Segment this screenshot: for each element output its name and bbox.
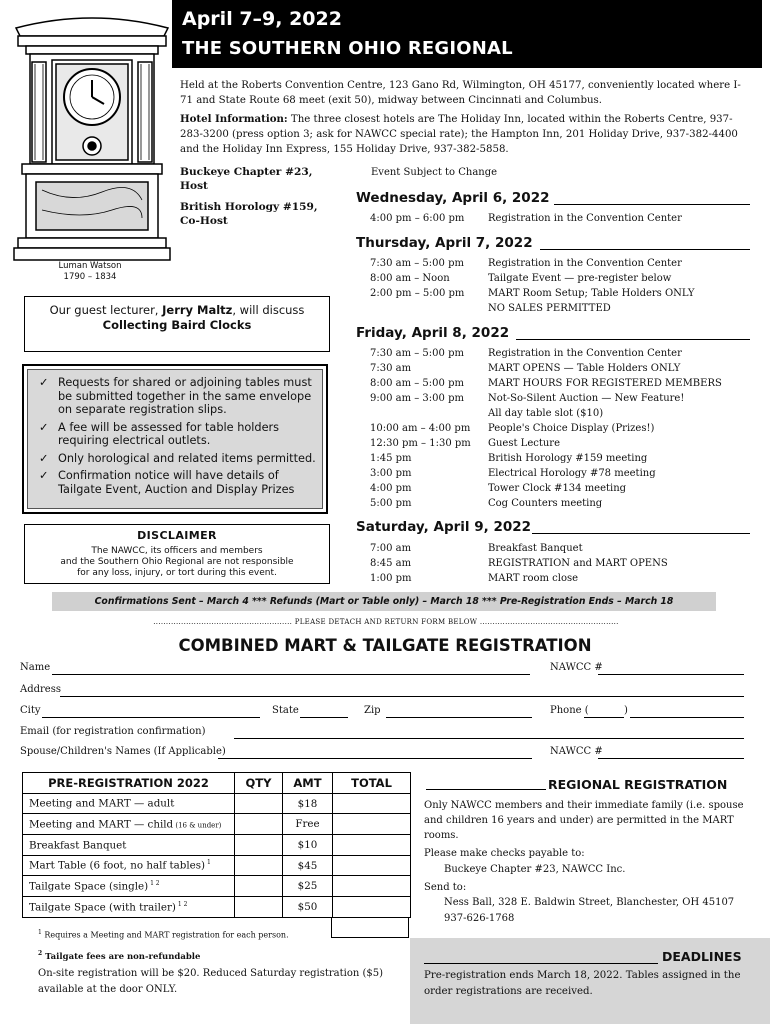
total-cell[interactable] xyxy=(333,855,411,876)
rules-box xyxy=(22,364,328,514)
item-cell: Breakfast Banquet xyxy=(23,835,235,856)
detach-line: ....................................................... PLEASE DETACH AND RETURN FORM BELOW ....................................................... xyxy=(153,618,619,626)
footnote-1: $^1$ Requires a Meeting and MART registration for each person. xyxy=(38,929,289,940)
state-field[interactable] xyxy=(300,717,348,718)
form-title: COMBINED MART & TAILGATE REGISTRATION xyxy=(178,636,592,655)
zip-label: Zip xyxy=(364,705,381,716)
deadlines-heading: DEADLINES xyxy=(662,949,742,964)
rule-item xyxy=(36,469,316,496)
phone-label: Phone ( xyxy=(550,705,589,716)
host-chapter xyxy=(180,165,312,193)
disclaimer-line: The NAWCC, its officers and members xyxy=(91,546,263,556)
clockmaker-years: 1790 – 1834 xyxy=(63,272,117,282)
disclaimer-line: for any loss, injury, or tort during this event. xyxy=(77,568,277,578)
lecturer-name: Jerry Maltz xyxy=(162,303,233,317)
nawcc2-field[interactable] xyxy=(598,758,744,759)
event-time: 7:30 am – 5:00 pm xyxy=(370,258,464,269)
address-label: Address xyxy=(20,684,61,695)
phone-area-field[interactable] xyxy=(584,717,624,718)
item-cell: Mart Table (6 foot, no half tables) $^1$ xyxy=(23,855,235,876)
event-description: Not-So-Silent Auction — New Feature! xyxy=(488,393,685,404)
deadlines-text: Pre-registration ends March 18, 2022. Tables assigned in the order registrations are received. xyxy=(424,970,741,997)
name-field[interactable] xyxy=(52,674,530,675)
host-line-2: Host xyxy=(180,180,208,192)
footnote-2: $^2$ Tailgate fees are non-refundable xyxy=(38,950,201,962)
qty-cell[interactable] xyxy=(235,855,283,876)
phone-paren-close: ) xyxy=(624,705,628,716)
heading-rule xyxy=(426,789,546,790)
event-description: REGISTRATION and MART OPENS xyxy=(488,558,668,569)
event-time: 8:00 am – Noon xyxy=(370,273,450,284)
total-cell[interactable] xyxy=(333,835,411,856)
rule-text: Only horological and related items permitted. xyxy=(58,451,316,465)
qty-cell[interactable] xyxy=(235,814,283,835)
event-time: 8:45 am xyxy=(370,558,412,569)
city-label: City xyxy=(20,705,41,716)
cohost-line-1: British Horology #159, xyxy=(180,201,318,213)
eligibility-text: Only NAWCC members and their immediate family (i.e. spouse and children 16 years and under) are permitted in the MART rooms. xyxy=(424,800,744,841)
event-description: Registration in the Convention Center xyxy=(488,258,682,269)
event-description: Breakfast Banquet xyxy=(488,543,583,554)
event-time: 3:00 pm xyxy=(370,468,412,479)
checkmark-icon: ✓ xyxy=(39,469,49,482)
total-cell[interactable] xyxy=(333,793,411,814)
rule-text: Confirmation notice will have details of Tailgate Event, Auction and Display Prizes xyxy=(58,469,295,496)
item-cell: Meeting and MART — child (16 & under) xyxy=(23,814,235,835)
event-time: 4:00 pm – 6:00 pm xyxy=(370,213,465,224)
day-rule xyxy=(554,204,750,205)
tall-clock-illustration xyxy=(12,14,172,262)
table-row xyxy=(23,793,411,814)
name-label: Name xyxy=(20,662,51,673)
item-cell: Tailgate Space (single) $^{1 2}$ xyxy=(23,876,235,897)
col-header-qty: QTY xyxy=(235,773,283,794)
event-description: British Horology #159 meeting xyxy=(488,453,648,464)
event-description: Tower Clock #134 meeting xyxy=(488,483,627,494)
rule-text: Requests for shared or adjoining tables must be submitted together in the same envelope on separate registration slips. xyxy=(58,376,312,416)
header-banner xyxy=(172,0,762,68)
day-rule xyxy=(516,339,750,340)
pre-registration-table xyxy=(22,772,411,918)
event-description: MART HOURS FOR REGISTERED MEMBERS xyxy=(488,378,722,389)
clockmaker-name: Luman Watson xyxy=(58,261,122,271)
disclaimer-title: DISCLAIMER xyxy=(137,529,217,542)
event-time: 1:45 pm xyxy=(370,453,412,464)
qty-cell[interactable] xyxy=(235,835,283,856)
item-cell: Tailgate Space (with trailer) $^{1 2}$ xyxy=(23,897,235,918)
event-time: 4:00 pm xyxy=(370,483,412,494)
event-time: 7:30 am – 5:00 pm xyxy=(370,348,464,359)
payable-to: Buckeye Chapter #23, NAWCC Inc. xyxy=(444,864,626,875)
lecturer-prefix: Our guest lecturer, xyxy=(49,303,163,317)
table-row xyxy=(23,897,411,918)
rule-item xyxy=(36,452,316,466)
send-address: Ness Ball, 328 E. Baldwin Street, Blanchester, OH 45107 xyxy=(444,897,735,908)
detach-text: PLEASE DETACH AND RETURN FORM BELOW xyxy=(294,618,478,626)
regional-registration-heading: REGIONAL REGISTRATION xyxy=(548,777,728,792)
rule-text: A fee will be assessed for table holders requiring electrical outlets. xyxy=(58,420,280,447)
disclaimer-line: and the Southern Ohio Regional are not responsible xyxy=(60,557,294,567)
event-time: 9:00 am – 3:00 pm xyxy=(370,393,464,404)
cohost-line-2: Co-Host xyxy=(180,215,228,227)
day-heading-thursday: Thursday, April 7, 2022 xyxy=(356,235,533,251)
col-header-total: TOTAL xyxy=(333,773,411,794)
amt-cell: $10 xyxy=(283,835,333,856)
event-description: Registration in the Convention Center xyxy=(488,348,682,359)
event-subject-note: Event Subject to Change xyxy=(371,167,498,178)
day-rule xyxy=(540,249,750,250)
event-description: Guest Lecture xyxy=(488,438,560,449)
day-heading-friday: Friday, April 8, 2022 xyxy=(356,325,510,341)
table-row xyxy=(23,876,411,897)
event-time: 1:00 pm xyxy=(370,573,412,584)
table-row xyxy=(23,855,411,876)
state-label: State xyxy=(272,705,299,716)
total-cell[interactable] xyxy=(333,814,411,835)
amt-cell: Free xyxy=(283,814,333,835)
nawcc-label: NAWCC # xyxy=(550,662,603,673)
event-description: MART room close xyxy=(488,573,579,584)
send-label: Send to: xyxy=(424,882,467,893)
amt-cell: $50 xyxy=(283,897,333,918)
event-time: 7:30 am xyxy=(370,363,412,374)
heading-rule xyxy=(424,963,658,964)
event-description: MART OPENS — Table Holders ONLY xyxy=(488,363,681,374)
clock-caption xyxy=(40,261,140,283)
table-header-row xyxy=(23,773,411,794)
event-time: 12:30 pm – 1:30 pm xyxy=(370,438,471,449)
event-description: NO SALES PERMITTED xyxy=(488,303,611,314)
event-description: Tailgate Event — pre-register below xyxy=(488,273,672,284)
event-description: MART Room Setup; Table Holders ONLY xyxy=(488,288,695,299)
amt-cell: $45 xyxy=(283,855,333,876)
qty-cell[interactable] xyxy=(235,793,283,814)
table-row xyxy=(23,814,411,835)
hotel-label: Hotel Information: xyxy=(180,113,288,125)
payable-label: Please make checks payable to: xyxy=(424,848,585,859)
checkmark-icon: ✓ xyxy=(39,451,49,465)
item-cell: Meeting and MART — adult xyxy=(23,793,235,814)
rules-list xyxy=(27,369,323,509)
zip-field[interactable] xyxy=(386,717,532,718)
table-row xyxy=(23,835,411,856)
amt-cell: $18 xyxy=(283,793,333,814)
qty-cell[interactable] xyxy=(235,897,283,918)
hotel-text: The three closest hotels are The Holiday Inn, located within the Roberts Centre, 937-283-3200 (press option 3; ask for NAWCC special rate); the Hampton Inn, 201 Holiday Drive, 937-382-4400 and the Holiday Inn Express, 155 Holiday Drive, 937-382-5858. xyxy=(180,114,738,155)
qty-cell[interactable] xyxy=(235,876,283,897)
guest-lecturer-box xyxy=(24,296,330,352)
event-title: THE SOUTHERN OHIO REGIONAL xyxy=(182,38,513,59)
spouse-field[interactable] xyxy=(218,758,532,759)
checkmark-icon: ✓ xyxy=(39,376,49,389)
amt-cell: $25 xyxy=(283,876,333,897)
event-description: People's Choice Display (Prizes!) xyxy=(488,423,655,434)
address-field[interactable] xyxy=(60,696,744,697)
event-time: 5:00 pm xyxy=(370,498,412,509)
hotel-paragraph xyxy=(180,112,750,157)
event-time: 10:00 am – 4:00 pm xyxy=(370,423,471,434)
event-time: 2:00 pm – 5:00 pm xyxy=(370,288,465,299)
event-description: Electrical Horology #78 meeting xyxy=(488,468,656,479)
day-heading-saturday: Saturday, April 9, 2022 xyxy=(356,519,532,535)
event-description: Registration in the Convention Center xyxy=(488,213,682,224)
checkmark-icon: ✓ xyxy=(39,420,49,434)
venue-paragraph: Held at the Roberts Convention Centre, 123 Gano Rd, Wilmington, OH 45177, conveniently located where I-71 and State Route 68 meet (exit 50), midway between Cincinnati and Columbus. xyxy=(180,80,741,106)
event-time: 7:00 am xyxy=(370,543,412,554)
disclaimer-box xyxy=(24,524,330,584)
col-header-item: PRE-REGISTRATION 2022 xyxy=(23,773,235,794)
onsite-registration-note: On-site registration will be $20. Reduced Saturday registration ($5) available at the door ONLY. xyxy=(38,968,383,995)
day-heading-wednesday: Wednesday, April 6, 2022 xyxy=(356,190,550,206)
phone-field[interactable] xyxy=(630,717,744,718)
send-phone: 937-626-1768 xyxy=(444,913,515,924)
col-header-amt: AMT xyxy=(283,773,333,794)
total-cell[interactable] xyxy=(333,897,411,918)
total-cell[interactable] xyxy=(333,876,411,897)
email-label: Email (for registration confirmation) xyxy=(20,726,206,737)
nawcc-field[interactable] xyxy=(598,674,744,675)
nawcc2-label: NAWCC # xyxy=(550,746,603,757)
lecture-topic: Collecting Baird Clocks xyxy=(102,318,252,332)
event-time: 8:00 am – 5:00 pm xyxy=(370,378,464,389)
city-field[interactable] xyxy=(42,717,260,718)
day-rule xyxy=(532,533,750,534)
event-description: All day table slot ($10) xyxy=(488,408,604,419)
grand-total-field[interactable] xyxy=(331,917,409,938)
rule-item xyxy=(36,376,316,417)
lecturer-suffix: , will discuss xyxy=(232,303,305,317)
event-dates: April 7–9, 2022 xyxy=(182,8,342,30)
event-description: Cog Counters meeting xyxy=(488,498,603,509)
spouse-label: Spouse/Children's Names (If Applicable) xyxy=(20,746,226,757)
rule-item xyxy=(36,421,316,448)
confirmations-bar: Confirmations Sent – March 4 *** Refunds (Mart or Table only) – March 18 *** Pre-Registration Ends – March 18 xyxy=(52,592,716,611)
email-field[interactable] xyxy=(234,738,744,739)
host-line-1: Buckeye Chapter #23, xyxy=(180,166,313,178)
cohost-chapter xyxy=(180,200,318,228)
